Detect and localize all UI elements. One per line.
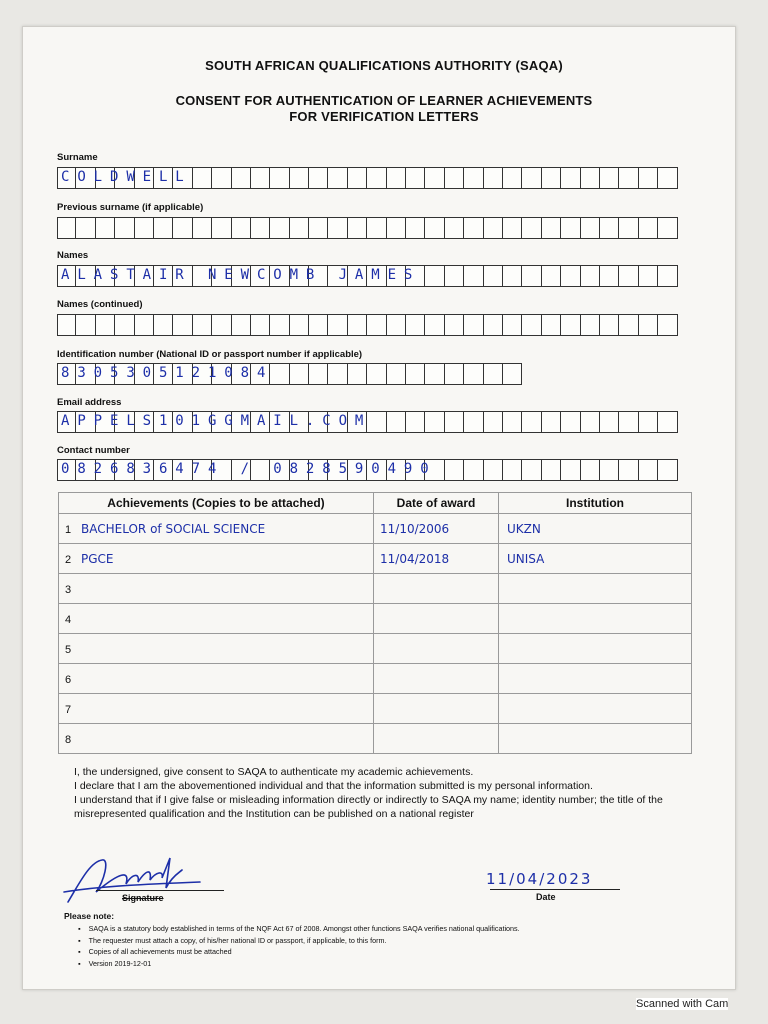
character-box xyxy=(173,314,192,336)
character-box xyxy=(581,459,600,481)
institution-value: UNISA xyxy=(507,551,545,566)
scanner-watermark: Scanned with Cam xyxy=(636,998,729,1010)
date-cell[interactable] xyxy=(374,724,499,754)
surname-value: COLDWELL xyxy=(61,169,192,185)
character-box xyxy=(619,217,638,239)
character-box xyxy=(348,217,367,239)
character-box xyxy=(290,217,309,239)
character-box xyxy=(445,459,464,481)
character-box xyxy=(232,167,251,189)
character-box xyxy=(367,314,386,336)
character-box xyxy=(484,363,503,385)
character-box xyxy=(328,314,347,336)
character-box xyxy=(290,167,309,189)
character-box xyxy=(503,411,522,433)
institution-cell[interactable] xyxy=(499,514,692,544)
character-box xyxy=(387,363,406,385)
character-box xyxy=(96,217,115,239)
notes-title: Please note: xyxy=(64,911,115,921)
institution-value: UKZN xyxy=(507,521,541,536)
character-box xyxy=(367,167,386,189)
signature-label: Signature xyxy=(122,893,164,903)
character-box xyxy=(484,411,503,433)
character-box xyxy=(561,167,580,189)
note-item: ▪ The requester must attach a copy, of his/her national ID or passport, if applicable, to this form. xyxy=(90,935,520,947)
institution-cell[interactable] xyxy=(499,634,692,664)
character-box xyxy=(251,217,270,239)
achievement-cell[interactable] xyxy=(59,694,374,724)
character-box xyxy=(270,167,289,189)
character-box xyxy=(115,314,134,336)
character-box xyxy=(464,363,483,385)
character-box xyxy=(348,314,367,336)
character-box xyxy=(425,217,444,239)
character-box xyxy=(503,217,522,239)
date-cell[interactable] xyxy=(374,544,499,574)
date-label: Date xyxy=(536,892,556,902)
date-cell[interactable] xyxy=(374,574,499,604)
character-box xyxy=(619,411,638,433)
character-box xyxy=(309,167,328,189)
character-box xyxy=(290,314,309,336)
achievements-header: Achievements (Copies to be attached) xyxy=(59,493,374,514)
date-cell[interactable] xyxy=(374,514,499,544)
character-box xyxy=(328,167,347,189)
names-continued-field[interactable] xyxy=(57,314,678,336)
character-box xyxy=(212,217,231,239)
character-box xyxy=(600,265,619,287)
character-box xyxy=(639,265,658,287)
character-box xyxy=(445,314,464,336)
date-cell[interactable] xyxy=(374,634,499,664)
character-box xyxy=(561,411,580,433)
achievement-value: PGCE xyxy=(81,551,114,566)
character-box xyxy=(193,217,212,239)
character-box xyxy=(309,314,328,336)
row-number: 5 xyxy=(65,643,72,656)
character-box xyxy=(425,265,444,287)
character-box xyxy=(581,265,600,287)
character-box xyxy=(348,363,367,385)
character-box xyxy=(639,217,658,239)
character-box xyxy=(658,314,677,336)
previous-surname-field[interactable] xyxy=(57,217,678,239)
character-box xyxy=(619,459,638,481)
character-box xyxy=(406,314,425,336)
character-box xyxy=(522,265,541,287)
character-box xyxy=(96,314,115,336)
institution-cell[interactable] xyxy=(499,724,692,754)
table-header-row xyxy=(59,493,692,514)
achievement-cell[interactable] xyxy=(59,544,374,574)
character-box xyxy=(561,459,580,481)
character-box xyxy=(290,363,309,385)
character-box xyxy=(658,217,677,239)
character-box xyxy=(115,217,134,239)
achievement-cell[interactable] xyxy=(59,514,374,544)
character-box xyxy=(484,265,503,287)
form-title-line1: CONSENT FOR AUTHENTICATION OF LEARNER ACHIEVEMENTS xyxy=(175,93,593,108)
row-number: 8 xyxy=(65,733,72,746)
id-number-label: Identification number (National ID or passport number if applicable) xyxy=(57,349,363,360)
table-row xyxy=(59,604,692,634)
achievement-cell[interactable] xyxy=(59,604,374,634)
character-box xyxy=(445,363,464,385)
character-box xyxy=(135,217,154,239)
character-box xyxy=(581,411,600,433)
character-box xyxy=(542,314,561,336)
names-continued-label: Names (continued) xyxy=(57,299,143,310)
institution-cell[interactable] xyxy=(499,694,692,724)
character-box xyxy=(328,363,347,385)
character-box xyxy=(503,167,522,189)
character-box xyxy=(154,217,173,239)
character-box xyxy=(522,167,541,189)
character-box xyxy=(406,363,425,385)
character-box xyxy=(484,459,503,481)
character-box xyxy=(464,459,483,481)
institution-cell[interactable] xyxy=(499,664,692,694)
character-box xyxy=(484,314,503,336)
character-box xyxy=(76,314,95,336)
achievement-cell[interactable] xyxy=(59,574,374,604)
character-box xyxy=(639,314,658,336)
row-number: 2 xyxy=(65,553,72,566)
character-box xyxy=(464,314,483,336)
character-box xyxy=(425,314,444,336)
email-value: APPELS101GGMAIL.COM xyxy=(61,413,372,429)
character-box xyxy=(542,265,561,287)
row-number: 4 xyxy=(65,613,72,626)
character-box xyxy=(425,363,444,385)
character-box xyxy=(503,265,522,287)
character-box xyxy=(232,314,251,336)
character-box xyxy=(658,167,677,189)
character-box xyxy=(522,217,541,239)
character-box xyxy=(619,265,638,287)
character-box xyxy=(57,217,76,239)
character-box xyxy=(600,459,619,481)
table-row xyxy=(59,544,692,574)
character-box xyxy=(561,314,580,336)
note-item: ▪ SAQA is a statutory body established in terms of the NQF Act 67 of 2008. Amongst other functions SAQA verifies national qualifications. xyxy=(90,923,520,935)
date-of-award-header: Date of award xyxy=(374,493,499,514)
declaration-line-3: I understand that if I give false or misleading information directly or indirectly to SAQA my name; identity number; the title of the misrepresented qualification and the Institution can be published on a national register xyxy=(74,794,663,820)
character-box xyxy=(484,167,503,189)
character-box xyxy=(464,217,483,239)
character-box xyxy=(581,314,600,336)
character-box xyxy=(581,217,600,239)
character-box xyxy=(600,217,619,239)
character-box xyxy=(212,167,231,189)
character-box xyxy=(522,314,541,336)
character-box xyxy=(251,314,270,336)
character-box xyxy=(445,167,464,189)
character-box xyxy=(445,411,464,433)
table-row xyxy=(59,694,692,724)
character-box xyxy=(251,167,270,189)
note-item: ▪ Copies of all achievements must be attached xyxy=(90,946,520,958)
names-value: ALASTAIR NEWCOMB JAMES xyxy=(61,267,421,283)
character-box xyxy=(639,167,658,189)
table-row xyxy=(59,514,692,544)
character-box xyxy=(445,217,464,239)
character-box xyxy=(542,459,561,481)
signature-line xyxy=(96,890,224,891)
table-row xyxy=(59,724,692,754)
row-number: 6 xyxy=(65,673,72,686)
character-box xyxy=(367,217,386,239)
character-box xyxy=(387,314,406,336)
character-box xyxy=(387,167,406,189)
character-box xyxy=(387,217,406,239)
table-row xyxy=(59,634,692,664)
character-box xyxy=(484,217,503,239)
achievement-cell[interactable] xyxy=(59,664,374,694)
date-value: 11/10/2006 xyxy=(380,521,450,536)
character-box xyxy=(193,167,212,189)
character-box xyxy=(309,217,328,239)
notes-list xyxy=(78,923,520,969)
declaration-line-1: I, the undersigned, give consent to SAQA to authenticate my academic achievements. xyxy=(74,766,474,778)
declaration-line-2: I declare that I am the abovementioned individual and that the information submitted is my personal information. xyxy=(74,780,593,792)
note-item: ▪ Version 2019-12-01 xyxy=(90,958,520,970)
character-box xyxy=(542,167,561,189)
row-number: 3 xyxy=(65,583,72,596)
character-box xyxy=(464,167,483,189)
declaration xyxy=(74,765,674,821)
character-box xyxy=(464,411,483,433)
character-box xyxy=(619,167,638,189)
institution-cell[interactable] xyxy=(499,544,692,574)
character-box xyxy=(173,217,192,239)
table-row xyxy=(59,574,692,604)
character-box xyxy=(212,314,231,336)
achievement-value: BACHELOR of SOCIAL SCIENCE xyxy=(81,521,266,536)
character-box xyxy=(154,314,173,336)
character-box xyxy=(464,265,483,287)
character-box xyxy=(232,217,251,239)
character-box xyxy=(445,265,464,287)
character-box xyxy=(522,459,541,481)
org-title: SOUTH AFRICAN QUALIFICATIONS AUTHORITY (SAQA) xyxy=(205,58,563,73)
character-box xyxy=(600,167,619,189)
achievement-cell[interactable] xyxy=(59,724,374,754)
character-box xyxy=(367,363,386,385)
character-box xyxy=(406,167,425,189)
institution-header: Institution xyxy=(499,493,692,514)
form-title-line2: FOR VERIFICATION LETTERS xyxy=(289,109,479,124)
character-box xyxy=(76,217,95,239)
character-box xyxy=(600,411,619,433)
character-box xyxy=(135,314,154,336)
character-box xyxy=(503,459,522,481)
character-box xyxy=(600,314,619,336)
character-box xyxy=(270,314,289,336)
character-box xyxy=(522,411,541,433)
character-box xyxy=(57,314,76,336)
character-box xyxy=(406,411,425,433)
institution-cell[interactable] xyxy=(499,574,692,604)
character-box xyxy=(658,265,677,287)
character-box xyxy=(542,217,561,239)
row-number: 7 xyxy=(65,703,72,716)
previous-surname-label: Previous surname (if applicable) xyxy=(57,202,204,213)
character-box xyxy=(348,167,367,189)
date-cell[interactable] xyxy=(374,664,499,694)
handwritten-signature xyxy=(60,852,210,912)
character-box xyxy=(503,314,522,336)
character-box xyxy=(193,314,212,336)
character-box xyxy=(581,167,600,189)
character-box xyxy=(406,217,425,239)
date-value: 11/04/2018 xyxy=(380,551,450,566)
character-box xyxy=(658,411,677,433)
surname-label: Surname xyxy=(57,152,98,163)
names-label: Names xyxy=(57,250,89,261)
character-box xyxy=(503,363,522,385)
character-box xyxy=(270,217,289,239)
character-box xyxy=(561,217,580,239)
date-value: 11/04/2023 xyxy=(486,870,593,888)
character-box xyxy=(619,314,638,336)
date-line xyxy=(490,889,620,890)
character-box xyxy=(542,411,561,433)
character-box xyxy=(639,411,658,433)
contact-value: 0826836474 / 0828590490 xyxy=(61,461,437,477)
character-box xyxy=(425,167,444,189)
character-box xyxy=(561,265,580,287)
date-cell[interactable] xyxy=(374,604,499,634)
character-box xyxy=(425,411,444,433)
achievements-table xyxy=(58,492,692,754)
row-number: 1 xyxy=(65,523,72,536)
institution-cell[interactable] xyxy=(499,604,692,634)
date-cell[interactable] xyxy=(374,694,499,724)
character-box xyxy=(658,459,677,481)
character-box xyxy=(328,217,347,239)
character-box xyxy=(387,411,406,433)
email-label: Email address xyxy=(57,397,122,408)
table-row xyxy=(59,664,692,694)
character-box xyxy=(639,459,658,481)
id-number-value: 8305305121084 xyxy=(61,365,274,381)
achievement-cell[interactable] xyxy=(59,634,374,664)
character-box xyxy=(309,363,328,385)
contact-label: Contact number xyxy=(57,445,130,456)
